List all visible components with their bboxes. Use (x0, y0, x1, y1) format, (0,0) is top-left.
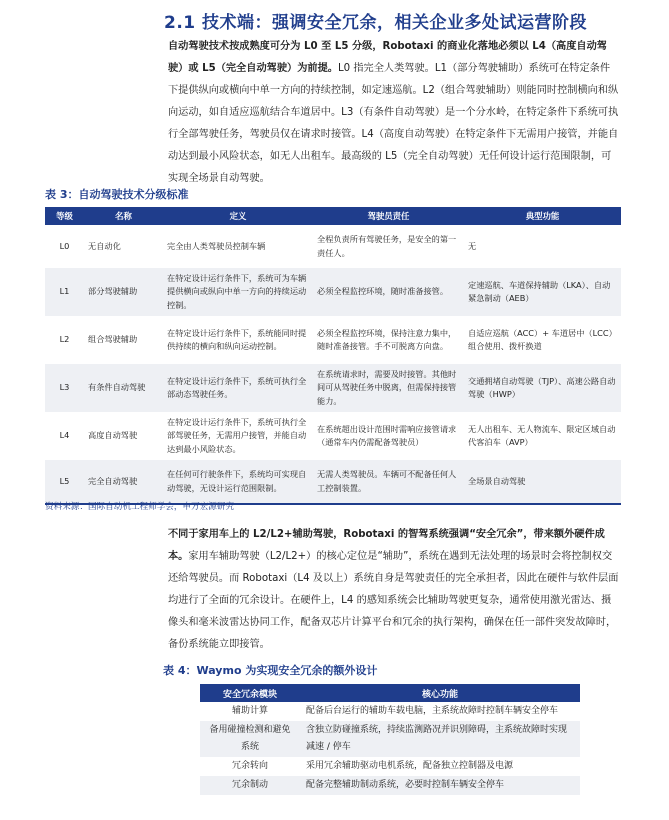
table-cell: 高度自动驾驶 (88, 430, 138, 441)
table-cell: 有条件自动驾驶 (84, 364, 163, 412)
table-row (200, 757, 580, 776)
table-cell: 无自动化 (88, 240, 121, 251)
table3-autonomy-levels (45, 207, 621, 505)
table4-header-row (200, 684, 580, 702)
table-cell: 全程负责所有驾驶任务，是安全的第一责任人。 (317, 234, 457, 258)
table-cell: L2 (59, 334, 70, 345)
table3-header-driver-duty: 驾驶员责任 (313, 207, 464, 225)
table-cell: L0 (59, 240, 70, 251)
table4-waymo-redundancy (200, 684, 580, 795)
source-note: 资料来源：国际自动机工程师学会，申万宏源研究 (45, 502, 235, 512)
table-cell: L4 (59, 430, 70, 441)
table-cell: 含独立防碰撞系统，持续监测路况并识别障碍，主系统故障时实现减速 / 停车 (300, 721, 580, 757)
table-row (45, 364, 621, 412)
table-row (200, 776, 580, 795)
table-row (45, 225, 621, 268)
table-cell: 无人出租车、无人物流车、限定区域自动代客泊车（AVP） (468, 423, 616, 447)
table-cell: L1 (45, 268, 84, 316)
table-cell: 配备后台运行的辅助车载电脑，主系统故障时控制车辆安全停车 (306, 706, 559, 716)
table4-header-module: 安全冗余模块 (200, 684, 300, 702)
redundancy-lead: 不同于家用车上的 L2/L2+辅助驾驶，Robotaxi 的智驾系统强调“安全冗余”，带来额外硬件成本。 (168, 529, 605, 562)
table-cell: 在特定设计运行条件下，系统可执行全部驾驶任务，无需用户接管，并能自动达到最小风险状态。 (167, 416, 307, 454)
table-cell: 配备完整辅助制动系统，必要时控制车辆安全停车 (300, 776, 580, 795)
table-cell: 在系统超出设计范围时需响应接管请求（通常车内仍需配备驾驶员） (317, 423, 457, 447)
table-cell: 完全由人类驾驶员控制车辆 (167, 240, 266, 251)
table4-header-function: 核心功能 (300, 684, 580, 702)
table-cell: 冗余制动 (200, 776, 300, 795)
table-cell: 备用碰撞检测和避免系统 (200, 721, 300, 757)
table-row (45, 316, 621, 364)
table-row (200, 721, 580, 757)
table-cell: 交通拥堵自动驾驶（TJP）、高速公路自动驾驶（HWP） (464, 364, 621, 412)
table-cell: 采用冗余辅助驱动电机系统，配备独立控制器及电源 (306, 761, 514, 771)
table-row (45, 268, 621, 316)
table-cell: 定速巡航、车道保持辅助（LKA）、自动紧急制动（AEB） (464, 268, 621, 316)
table-cell: 部分驾驶辅助 (84, 268, 163, 316)
intro-paragraph (168, 36, 620, 190)
table-cell: L5 (45, 460, 84, 504)
redundancy-paragraph (168, 524, 620, 656)
table-cell: 辅助计算 (231, 706, 268, 716)
table-cell: 无 (468, 240, 477, 251)
table-cell: 在特定设计运行条件下，系统可执行全部动态驾驶任务。 (163, 364, 313, 412)
table-cell: 在特定设计运行条件下，系统可为车辆提供横向或纵向中单一方向的持续运动控制。 (163, 268, 313, 316)
intro-body: L0 指完全人类驾驶。L1（部分驾驶辅助）系统可在特定条件下提供纵向或横向中单一方向的持续控制，如定速巡航。L2（组合驾驶辅助）则能同时控制横向和纵向运动，如自适应巡航结合车道居中。L3（有条件自动驾驶）是一个分水岭，在特定条件下系统可执行全部驾驶任务，驾驶员仅在请求时接管。L4（高度自动驾驶）在特定条件下无需用户接管，并能自动达到最小风险状态，如无人出租车。最高级的 L5（完全自动驾驶）无任何设计运行范围限制，可实现全场景自动驾驶。 (168, 63, 619, 184)
table3-caption: 表 3：自动驾驶技术分级标准 (45, 188, 189, 201)
intro-lead: 自动驾驶技术按成熟度可分为 L0 至 L5 分级，Robotaxi 的商业化落地必须以 L4（高度自动驾驶）或 L5（完全自动驾驶）为前提。 (168, 41, 607, 74)
table-cell: 完全自动驾驶 (84, 460, 163, 504)
table-cell: 必须全程监控环境，随时准备接管。 (313, 268, 464, 316)
table3-header-name: 名称 (84, 207, 163, 225)
table-cell: 冗余转向 (231, 761, 268, 771)
table-cell: L3 (45, 364, 84, 412)
table4-caption: 表 4：Waymo 为实现安全冗余的额外设计 (163, 664, 378, 677)
table-cell: 在系统请求时，需要及时接管。其他时间可从驾驶任务中脱离，但需保持接管能力。 (313, 364, 464, 412)
table-row (200, 702, 580, 721)
table-cell: 无需人类驾驶员。车辆可不配备任何人工控制装置。 (313, 460, 464, 504)
redundancy-body: 家用车辅助驾驶（L2/L2+）的核心定位是“辅助”，系统在遇到无法处理的场景时会将控制权交还给驾驶员。而 Robotaxi（L4 及以上）系统自身是驾驶责任的完全承担者，因此在硬件与软件层面均进行了全面的冗余设计。在硬件上，L4 的感知系统会比辅助驾驶更复杂，通常使用激光雷达、摄像头和毫米波雷达协同工作，配备双芯片计算平台和冗余的执行架构，确保在任一部件突发故障时，备份系统能立即接管。 (168, 551, 619, 650)
table3-header-functions: 典型功能 (464, 207, 621, 225)
table-cell: 必须全程监控环境，保持注意力集中，随时准备接管。手不可脱离方向盘。 (317, 327, 457, 351)
table-cell: 组合驾驶辅助 (88, 334, 138, 345)
section-title: 2.1 技术端：强调安全冗余，相关企业多处试运营阶段 (164, 13, 588, 33)
table3-header-row (45, 207, 621, 225)
table3-header-definition: 定义 (163, 207, 313, 225)
table-row (45, 412, 621, 460)
table-row (45, 460, 621, 504)
table-cell: 自适应巡航（ACC）+ 车道居中（LCC）组合使用、拨杆换道 (468, 327, 617, 351)
table-cell: 在特定设计运行条件下，系统能同时提供持续的横向和纵向运动控制。 (167, 327, 307, 351)
table-cell: 在任何可行驶条件下，系统均可实现自动驾驶，无设计运行范围限制。 (163, 460, 313, 504)
table3-header-level: 等级 (45, 207, 84, 225)
table-cell: 全场景自动驾驶 (464, 460, 621, 504)
